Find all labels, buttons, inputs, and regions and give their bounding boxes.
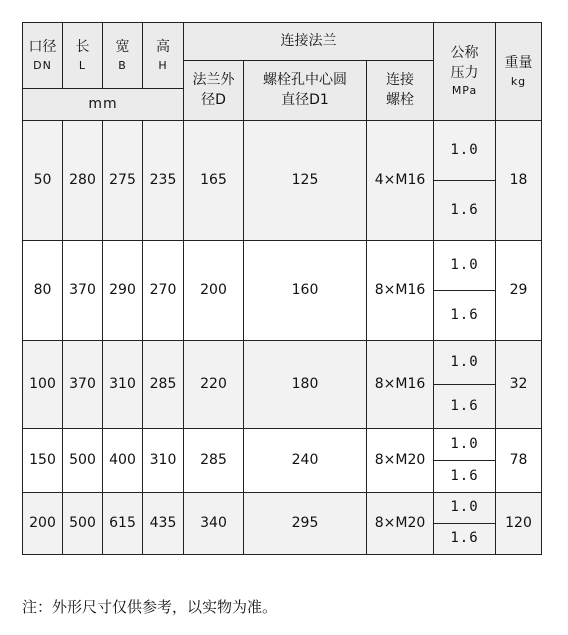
cell-flange-d: 285 bbox=[184, 429, 244, 493]
cell-weight: 29 bbox=[496, 241, 542, 341]
header-b-label: 宽 bbox=[115, 39, 130, 55]
cell-pressure-2: 1.6 bbox=[434, 385, 496, 429]
header-flange-d-line1: 法兰外 bbox=[192, 71, 235, 88]
cell-l: 370 bbox=[63, 341, 103, 429]
cell-weight: 120 bbox=[496, 493, 542, 555]
header-l-sub: L bbox=[78, 58, 87, 72]
header-flange-d bbox=[184, 61, 244, 121]
cell-weight: 18 bbox=[496, 121, 542, 241]
cell-bolts: 8×M16 bbox=[367, 241, 434, 341]
cell-l: 370 bbox=[63, 241, 103, 341]
cell-b: 310 bbox=[103, 341, 143, 429]
cell-bolts: 4×M16 bbox=[367, 121, 434, 241]
header-flange-d-line2: 径D bbox=[201, 91, 226, 108]
header-bolts-line2: 螺栓 bbox=[386, 91, 414, 108]
cell-h: 285 bbox=[143, 341, 184, 429]
cell-pressure-2: 1.6 bbox=[434, 461, 496, 493]
cell-bolt-circle: 240 bbox=[244, 429, 367, 493]
cell-weight: 32 bbox=[496, 341, 542, 429]
header-b bbox=[103, 23, 143, 89]
header-l bbox=[63, 23, 103, 89]
cell-bolt-circle: 295 bbox=[244, 493, 367, 555]
cell-h: 435 bbox=[143, 493, 184, 555]
cell-pressure-1: 1.0 bbox=[434, 341, 496, 385]
header-pressure bbox=[434, 23, 496, 121]
cell-bolts: 8×M20 bbox=[367, 493, 434, 555]
cell-dn: 100 bbox=[23, 341, 63, 429]
cell-dn: 200 bbox=[23, 493, 63, 555]
cell-pressure-1: 1.0 bbox=[434, 241, 496, 291]
header-weight bbox=[496, 23, 542, 121]
cell-h: 235 bbox=[143, 121, 184, 241]
cell-l: 500 bbox=[63, 429, 103, 493]
cell-b: 400 bbox=[103, 429, 143, 493]
cell-pressure-2: 1.6 bbox=[434, 291, 496, 341]
cell-b: 615 bbox=[103, 493, 143, 555]
header-bolts bbox=[367, 61, 434, 121]
cell-h: 270 bbox=[143, 241, 184, 341]
cell-dn: 80 bbox=[23, 241, 63, 341]
cell-bolt-circle: 180 bbox=[244, 341, 367, 429]
header-b-sub: B bbox=[118, 58, 127, 72]
cell-bolts: 8×M20 bbox=[367, 429, 434, 493]
header-bolt-circle-line1: 螺栓孔中心圆 bbox=[263, 71, 347, 88]
header-bolt-circle bbox=[244, 61, 367, 121]
cell-flange-d: 220 bbox=[184, 341, 244, 429]
cell-h: 310 bbox=[143, 429, 184, 493]
cell-pressure-1: 1.0 bbox=[434, 121, 496, 181]
header-bolts-line1: 连接 bbox=[386, 71, 414, 88]
header-h bbox=[143, 23, 184, 89]
header-l-label: 长 bbox=[75, 39, 90, 55]
cell-flange-d: 200 bbox=[184, 241, 244, 341]
header-pressure-line2: 压力 bbox=[450, 64, 479, 81]
cell-bolt-circle: 125 bbox=[244, 121, 367, 241]
spec-table bbox=[22, 22, 542, 555]
cell-b: 290 bbox=[103, 241, 143, 341]
footnote: 注：外形尺寸仅供参考，以实物为准。 bbox=[22, 598, 278, 616]
header-flange-group: 连接法兰 bbox=[184, 23, 434, 61]
header-pressure-unit: MPa bbox=[451, 84, 478, 98]
header-dn-sub: DN bbox=[33, 58, 52, 72]
header-h-label: 高 bbox=[156, 39, 170, 55]
header-dn bbox=[23, 23, 63, 89]
cell-bolt-circle: 160 bbox=[244, 241, 367, 341]
header-weight-label: 重量 bbox=[504, 55, 533, 71]
header-unit-mm: mm bbox=[23, 89, 184, 121]
cell-pressure-1: 1.0 bbox=[434, 429, 496, 461]
header-bolt-circle-line2: 直径D1 bbox=[281, 91, 329, 108]
cell-pressure-2: 1.6 bbox=[434, 181, 496, 241]
cell-l: 500 bbox=[63, 493, 103, 555]
cell-l: 280 bbox=[63, 121, 103, 241]
cell-weight: 78 bbox=[496, 429, 542, 493]
cell-flange-d: 165 bbox=[184, 121, 244, 241]
cell-pressure-1: 1.0 bbox=[434, 493, 496, 524]
header-dn-label: 口径 bbox=[28, 39, 57, 55]
cell-bolts: 8×M16 bbox=[367, 341, 434, 429]
cell-flange-d: 340 bbox=[184, 493, 244, 555]
cell-b: 275 bbox=[103, 121, 143, 241]
cell-pressure-2: 1.6 bbox=[434, 524, 496, 555]
header-h-sub: H bbox=[158, 58, 168, 72]
cell-dn: 50 bbox=[23, 121, 63, 241]
header-pressure-line1: 公称 bbox=[450, 45, 479, 62]
header-weight-unit: kg bbox=[510, 74, 527, 88]
cell-dn: 150 bbox=[23, 429, 63, 493]
